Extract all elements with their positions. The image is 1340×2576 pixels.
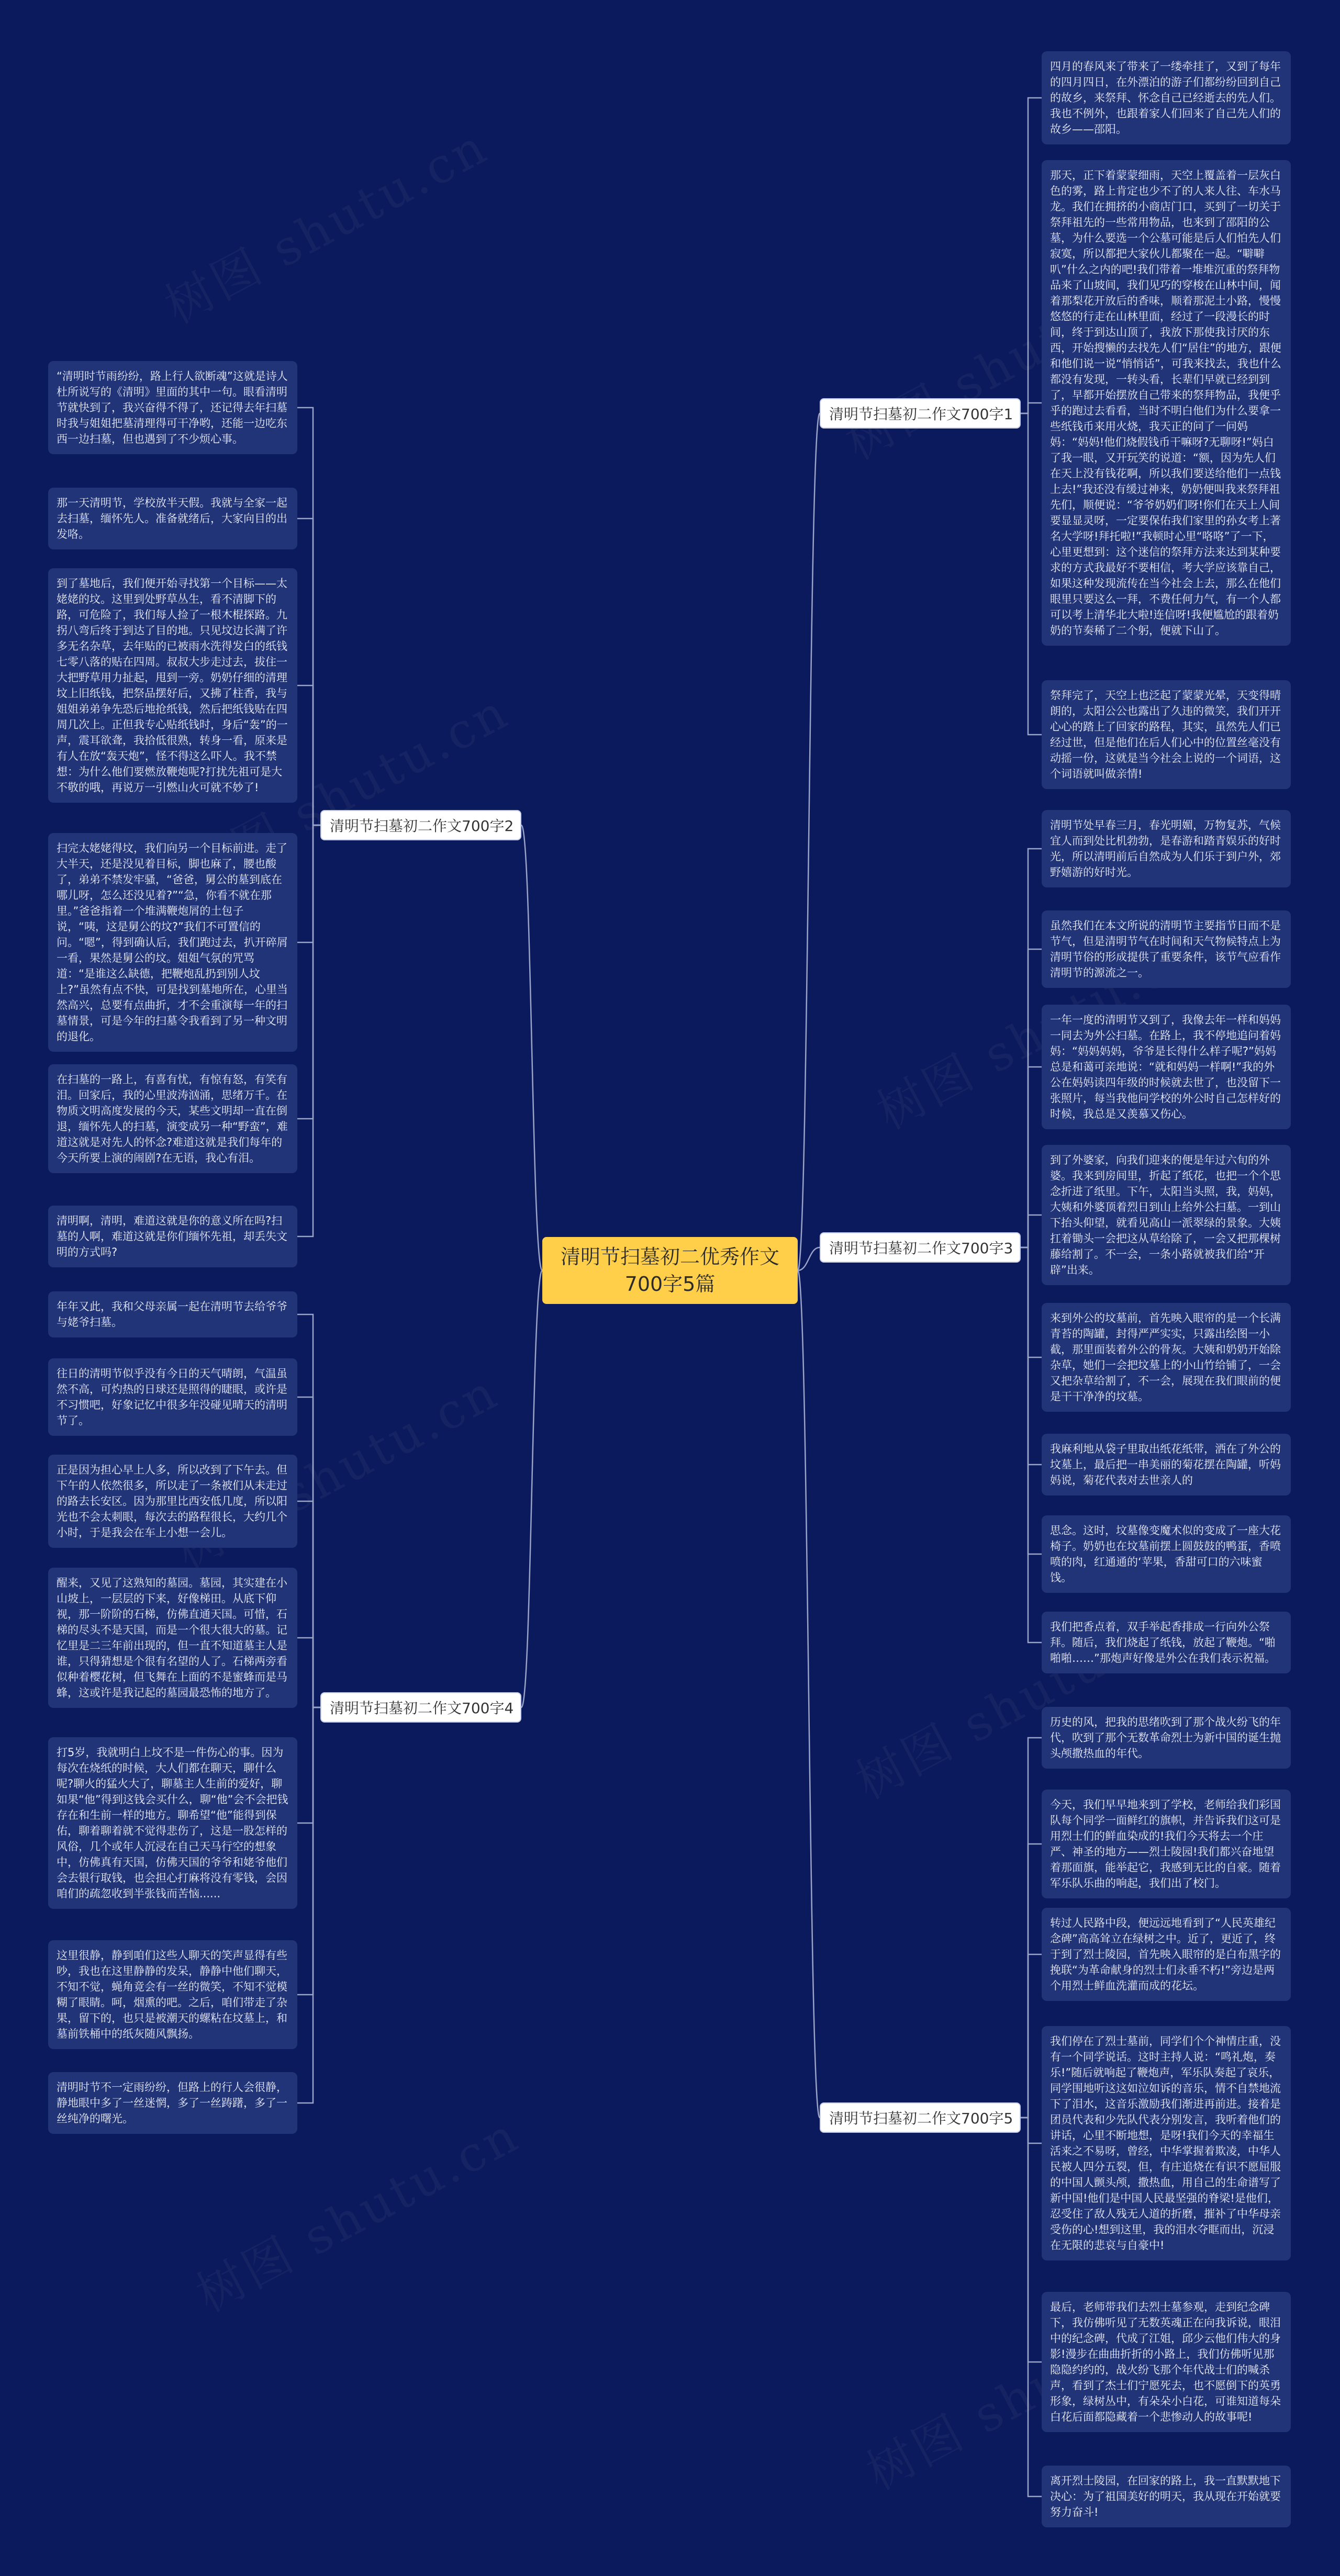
leaf-note: 最后，老师带我们去烈士墓参观，走到纪念碑下，我仿佛听见了无数英魂正在向我诉说，眼泪中的纪念碑，代成了江姐，邱少云他们伟大的身影!漫步在曲曲折折的小路上，我们仿佛听见那隐隐约约的，战火纷飞那个年代战士们的喊杀声，看到了杰士们宁愿死去，也不愿倒下的英勇形象，绿树丛中，有朵朵小白花，可谁知道每朵白花后面都隐藏着一个悲惨动人的故事呢! [1042, 2292, 1291, 2432]
root-topic[interactable] [542, 1237, 798, 1304]
branch-leaf-connector [297, 1707, 320, 2103]
branch-topic-label: 清明节扫墓初二作文700字4 [330, 1700, 514, 1717]
leaf-note: 这里很静，静到咱们这些人聊天的笑声显得有些吵，我也在这里静静的发呆，静静中他们聊天，不知不觉，蝇角竟会有一丝的微笑，不知不觉模糊了眼睛。呵，烟熏的吧。之后，咱们带走了杂果，留下的，也只是被潮天的螺粘在坟墓上，和墓前铁桶中的纸灰随风飘扬。 [48, 1940, 297, 2049]
branch-leaf-connector [1021, 1844, 1042, 2118]
leaf-note: “清明时节雨纷纷，路上行人欲断魂”这就是诗人杜所说写的《清明》里面的其中一句。眼看清明节就快到了，我兴奋得不得了，还记得去年扫墓时我与姐姐把墓清理得可干净哟，还能一边吃东西一边扫墓，但也遇到了不少烦心事。 [48, 361, 297, 454]
leaf-note: 到了外婆家，向我们迎来的便是年过六旬的外婆。我来到房间里，折起了纸花，也把一个个思念折进了纸里。下午，太阳当头照，我，妈妈，大姨和外婆顶着烈日到山上给外公扫墓。一到山下抬头仰望，就看见高山一派翠绿的景象。大姨扛着锄头一会把这从草给除了，一会又把那棵树藤给割了。不一会，一条小路就被我们给“开辟”出来。 [1042, 1145, 1291, 1285]
leaf-note: 四月的春风来了带来了一缕牵挂了，又到了每年的四月四日，在外漂泊的游子们都纷纷回到自己的故乡，来祭拜、怀念自己已经逝去的先人们。我也不例外，也跟着家人们回来了自己先人们的故乡——邵阳。 [1042, 51, 1291, 144]
leaf-note: 祭拜完了，天空上也泛起了蒙蒙光晕，天变得晴朗的，太阳公公也露出了久违的微笑，我们开开心心的踏上了回家的路程，其实，虽然先人们已经过世，但是他们在后人们心中的位置丝毫没有动摇一份，这就是当今社会上说的一个词语，这个词语就叫做亲情! [1042, 680, 1291, 789]
leaf-note: 醒来，又见了这熟知的墓园。墓园，其实建在小山坡上，一层层的下来，好像梯田。从底下仰视，那一阶阶的石梯，仿佛直通天国。可惜，石梯的尽头不是天国，而是一个很大很大的墓。记忆里是二三年前出现的，但一直不知道墓主人是谁，只得猜想是个很有名望的人了。石梯两旁看似种着樱花树，但飞舞在上面的不是蜜蜂而是马蜂，这或许是我记起的墓园最恐怖的地方了。 [48, 1568, 297, 1708]
leaf-note: 扫完太姥姥得坟，我们向另一个目标前进。走了大半天，还是没见着目标，脚也麻了，腰也酸了，弟弟不禁发牢骚，“爸爸，舅公的墓到底在哪儿呀，怎么还没见着?”“急，你看不就在那里。”爸爸指着一个堆满鞭炮屑的土包子说，“咦，这是舅公的坟?”我们不可置信的问。“嗯”，得到确认后，我们跑过去，扒开碎屑一看，果然是舅公的坟。姐姐气氛的咒骂道：“是谁这么缺德，把鞭炮乱扔到别人坟上?”虽然有点不快，可是找到墓地所在，心里当然高兴，总要有点曲折，才不会重演每一年的扫墓情景，可是今年的扫墓令我看到了另一种文明的退化。 [48, 833, 297, 1052]
branch-leaf-connector [1021, 2118, 1042, 2496]
root-branch-connector [798, 1270, 820, 2118]
leaf-note: 虽然我们在本文所说的清明节主要指节日而不是节气，但是清明节气在时间和天气物候特点上为清明节俗的形成提供了重要条件，该节气应看作清明节的源流之一。 [1042, 910, 1291, 988]
leaf-note: 历史的风，把我的思绪吹到了那个战火纷飞的年代，吹到了那个无数革命烈士为新中国的诞生抛头颅撒热血的年代。 [1042, 1707, 1291, 1769]
leaf-note: 今天，我们早早地来到了学校，老师给我们彩国队每个同学一面鲜红的旗帜，并告诉我们这可是用烈士们的鲜血染成的!我们今天将去一个庄严、神圣的地方——烈士陵园!我们都兴奋地望着那面旗，能举起它，我感到无比的自豪。随着军乐队乐曲的响起，我们出了校门。 [1042, 1790, 1291, 1898]
leaf-note: 清明时节不一定雨纷纷，但路上的行人会很静，静地眼中多了一丝迷惘，多了一丝踌躇，多了一丝纯净的曙光。 [48, 2072, 297, 2134]
branch-topic-1[interactable] [820, 398, 1021, 429]
leaf-note: 那天，正下着蒙蒙细雨，天空上覆盖着一层灰白色的雾，路上肯定也少不了的人来人往、车水马龙。我们在拥挤的小商店门口，买到了一切关于祭拜祖先的一些常用物品，也来到了邵阳的公墓，为什么要选一个公墓可能是后人们怕先人们寂寞，所以都把大家伙儿都聚在一起。“噼噼叭”什么之内的吧!我们带着一堆堆沉重的祭拜物品来了山坡间，我们见巧的穿梭在山林中间，闻着那梨花开放后的香味，顺着那泥土小路，慢慢悠悠的行走在山林里面，经过了一段漫长的时间，终于到达山顶了，我放下那使我讨厌的东西，开始搜懒的去找先人们“居住”的地方，跟便和他们说一说“悄悄话”，可我来找去，我也什么都没有发现，一转头看，长辈们早就已经到到了，早都开始摆放自己带来的祭拜物品，我便乎乎的跑过去看看，当时不明白他们为什么要拿一些纸钱币来用火烧，我天正的问了一问妈妈：“妈妈!他们烧假钱币干嘛呀?无聊呀!”妈白了我一眼，又开玩笑的说道：“额，因为先人们在天上没有钱花啊，所以我们要送给他们一点钱上去!”我还没有缓过神来，奶奶便叫我来祭拜祖先们，顺便说：“爷爷奶奶们呀!你们在天上人间要显显灵呀，一定要保佑我们家里的孙女考上著名大学呀!拜托啦!”我顿时心里“咯咯”了一下，心里更想到：这个迷信的祭拜方法来达到某种要求的方式我最好不要相信，考大学应该靠自己，如果这种发现流传在当今社会上去，那么在他们眼里只要这么一拜，不费任何力气，有一个人都可以考上清华北大啦!连信呀!我便尴尬的跟着奶奶的节奏稀了二个躬，便就下山了。 [1042, 160, 1291, 646]
branch-topic-5[interactable] [820, 2102, 1021, 2133]
leaf-note: 到了墓地后，我们便开始寻找第一个目标——太姥姥的坟。这里到处野草丛生，看不清脚下的路，可危险了，我们每人捡了一根木棍探路。九拐八弯后终于到达了目的地。只见坟边长满了许多无名杂草，去年贴的已被雨水洗得发白的纸钱七零八落的贴在四周。叔叔大步走过去，拔住一大把野草用力扯起，甩到一旁。奶奶仔细的清理坟上旧纸钱，把祭品摆好后，又拂了柱香，我与姐姐弟弟争先恐后地抢纸钱，然后把纸钱贴在四周几次上。正但我专心贴纸钱时，身后“轰”的一声，震耳欲聋，我拾低很熟，转身一看，原来是有人在放“轰天炮”，怪不得这么吓人。我不禁想：为什么他们要燃放鞭炮呢?打扰先祖可是大不敬的哦，再说万一引燃山火可就不妙了! [48, 568, 297, 803]
root-branch-connector [521, 825, 542, 1270]
leaf-note: 清明节处早春三月，春光明媚，万物复苏，气候宜人而到处比机勃勃，是春游和踏青娱乐的好时光，所以清明前后自然成为人们乐于到户外，郊野嬉游的好时光。 [1042, 810, 1291, 887]
root-branch-connector [798, 413, 820, 1270]
branch-leaf-connector [297, 1638, 320, 1707]
branch-leaf-connector [1021, 413, 1042, 735]
branch-leaf-connector [1021, 1738, 1042, 2118]
branch-topic-3[interactable] [820, 1232, 1021, 1263]
root-branch-connector [521, 1270, 542, 1707]
branch-leaf-connector [297, 825, 320, 1236]
leaf-note: 正是因为担心早上人多，所以改到了下午去。但下午的人依然很多，所以走了一条被们从未走过的路去长安区。因为那里比西安低几度，所以阳光也不会太刺眼，每次去的路程很长，大约几个小时，于是我会在车上小想一会儿。 [48, 1455, 297, 1548]
leaf-note: 我麻利地从袋子里取出纸花纸带，洒在了外公的坟墓上，最后把一串美丽的菊花摆在陶罐，听妈妈说，菊花代表对去世亲人的 [1042, 1434, 1291, 1495]
branch-leaf-connector [297, 1501, 320, 1707]
leaf-note: 思念。这时，坟墓像变魔术似的变成了一座大花椅子。奶奶也在坟墓前摆上圆鼓鼓的鸭蛋，香喷喷的肉，红通通的‘苹果，香甜可口的六味蜜饯。 [1042, 1515, 1291, 1593]
leaf-note: 离开烈士陵园，在回家的路上，我一直默默地下决心：为了祖国美好的明天，我从现在开始就要努力奋斗! [1042, 2466, 1291, 2527]
branch-topic-label: 清明节扫墓初二作文700字3 [829, 1240, 1013, 1257]
leaf-note: 往日的清明节似乎没有今日的天气晴朗，气温虽然不高，可灼热的日球还是照得的睫眼，或许是不习惯吧，好象记忆中很多年没碰见晴天的清明节了。 [48, 1358, 297, 1436]
branch-leaf-connector [297, 1707, 320, 1823]
root-topic-title: 清明节扫墓初二优秀作文700字5篇 [560, 1245, 779, 1296]
branch-leaf-connector [1021, 1247, 1042, 1465]
branch-leaf-connector [297, 825, 320, 1119]
watermark [151, 109, 498, 337]
leaf-note: 转过人民路中段，便远远地看到了“人民英雄纪念碑”高高耸立在绿树之中。近了，更近了，终于到了烈士陵园，首先映入眼帘的是白布黑字的挽联“为革命献身的烈士们永垂不朽!”旁边是两个用烈士鲜血洗灌而成的花坛。 [1042, 1908, 1291, 2001]
leaf-note: 在扫墓的一路上，有喜有忧，有惊有怒，有笑有泪。回家后，我的心里波涛汹涌，思绪万千。在物质文明高度发展的今天，某些文明却一直在倒退，缅怀先人的扫墓，演变成另一种“野蛮”，难道这就是对先人的怀念?难道这就是我们每年的今天所要上演的闹剧?在无语，我心有泪。 [48, 1064, 297, 1173]
branch-leaf-connector [1021, 1247, 1042, 1357]
root-branch-connector [798, 1247, 820, 1270]
leaf-note: 来到外公的坟墓前，首先映入眼帘的是一个长满青苔的陶罐，封得严严实实，只露出绘图一小截，那里面装着外公的骨灰。大姨和奶奶开始除杂草，她们一会把坟墓上的小山竹给铺了，一会又把杂草给割了，不一会，展现在我们眼前的便是干干净净的坟墓。 [1042, 1303, 1291, 1412]
branch-topic-label: 清明节扫墓初二作文700字1 [829, 406, 1013, 423]
branch-topic-4[interactable] [320, 1692, 521, 1723]
leaf-note: 我们把香点着，双手举起香排成一行向外公祭拜。随后，我们烧起了纸钱，放起了鞭炮。“啪啪啪……”那炮声好像是外公在我们表示祝福。 [1042, 1612, 1291, 1673]
branch-leaf-connector [1021, 1247, 1042, 1554]
branch-leaf-connector [1021, 2118, 1042, 2362]
branch-leaf-connector [1021, 1954, 1042, 2118]
branch-leaf-connector [1021, 1067, 1042, 1247]
branch-leaf-connector [1021, 1247, 1042, 1643]
branch-leaf-connector [1021, 1215, 1042, 1247]
branch-leaf-connector [297, 408, 320, 825]
branch-leaf-connector [297, 1707, 320, 1995]
branch-leaf-connector [1021, 2118, 1042, 2143]
leaf-note: 清明啊，清明，难道这就是你的意义所在吗?扫墓的人啊，难道这就是你们缅怀先祖，却丢失文明的方式吗? [48, 1206, 297, 1267]
leaf-note: 我们停在了烈士墓前，同学们个个神情庄重，没有一个同学说话。这时主持人说：“鸣礼炮，奏乐!”随后就响起了鞭炮声，军乐队奏起了哀乐，同学围地听这这如泣如诉的音乐，情不自禁地流下了泪水，这音乐激励我们渐进再前进。接着是团员代表和少先队代表分别发言，我听着他们的讲话，心里不断地想，是呀!我们今天的幸福生活来之不易呀，曾经，中华掌握着欺凌，中华人民被人四分五裂，但，有庄追烧在有识不愿屈服的中国人颤头颅，撒热血，用自己的生命谱写了新中国!他们是中国人民最坚强的脊梁!是他们，忍受住了敌人残无人道的折磨，摧补了中华母亲受伤的心!想到这里，我的泪水夺眶而出，沉浸在无限的悲哀与自豪中! [1042, 2026, 1291, 2260]
leaf-note: 那一天清明节，学校放半天假。我就与全家一起去扫墓，缅怀先人。准备就绪后，大家向目的出发咯。 [48, 488, 297, 549]
branch-topic-label: 清明节扫墓初二作文700字2 [330, 817, 514, 835]
leaf-note: 打5岁，我就明白上坟不是一件伤心的事。因为每次在烧纸的时候，大人们都在聊天，聊什么呢?聊火的猛火大了，聊墓主人生前的爱好，聊如果“他”得到这钱会买什么，聊“他”会不会把钱存在和生前一样的地方。聊希望“他”能得到保佑，聊着聊着就不觉得悲伤了，这是一股怎样的风俗，几个或年人沉浸在自己天马行空的想象中，仿佛真有天国，仿佛天国的爷爷和姥爷他们会去银行取钱，也会担心打麻将没有零钱，会因咱们的疏忽收到半张钱而苦恼...... [48, 1737, 297, 1909]
branch-topic-2[interactable] [320, 810, 521, 840]
leaf-note: 一年一度的清明节又到了，我像去年一样和妈妈一同去为外公扫墓。在路上，我不停地追问着妈妈：“妈妈妈妈，爷爷是长得什么样子呢?”妈妈总是和蔼可亲地说：“就和妈妈一样啊!”我的外公在妈妈读四年级的时候就去世了，也没留下一张照片，每当我他问学校的外公时自己怎样好的时候，我总是又羡慕又伤心。 [1042, 1005, 1291, 1129]
leaf-note: 年年又此，我和父母亲属一起在清明节去给爷爷与姥爷扫墓。 [48, 1291, 297, 1337]
branch-leaf-connector [1021, 403, 1042, 413]
branch-topic-label: 清明节扫墓初二作文700字5 [829, 2110, 1013, 2127]
